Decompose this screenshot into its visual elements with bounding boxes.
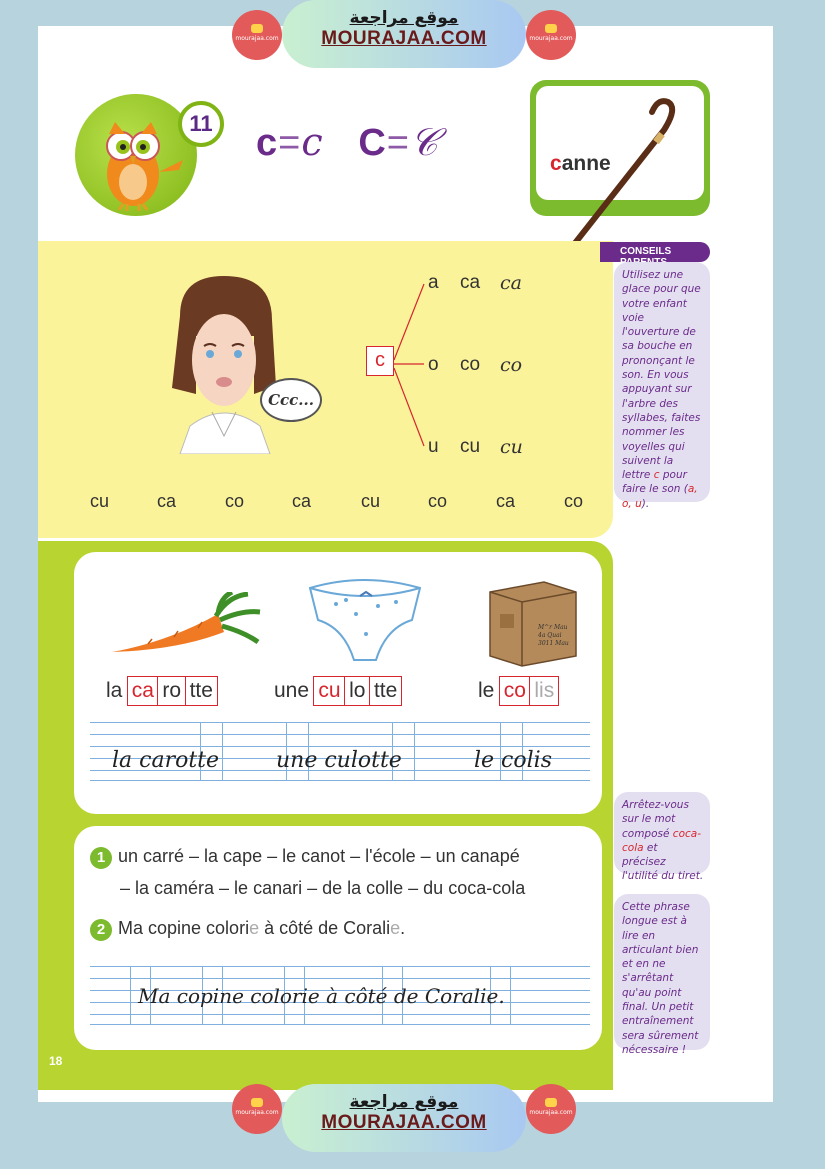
syllable-print-cu: cu [460, 436, 481, 457]
reading-syllable: cu [361, 491, 381, 511]
girl-illustration-icon [160, 276, 290, 454]
cursive-culotte: une culotte [276, 748, 402, 773]
logo-top-right: mourajaa.com [526, 10, 576, 60]
banner-top[interactable] [282, 0, 526, 68]
vowel-o: o [428, 354, 439, 375]
speech-bubble: Ccc... [260, 378, 322, 422]
syllable-section [38, 241, 613, 538]
parent-note-2: Arrêtez-vous sur le mot composé coca-cola et précisez l'utilité du tiret. [614, 792, 710, 874]
syllable-cursive-cu: cu [500, 436, 523, 458]
syllable-print-ca: ca [460, 272, 481, 293]
word-carotte: la ca ro tte [106, 676, 218, 706]
colis-address: M^r Mau 4a Quai 3011 Mau [538, 624, 569, 647]
reading-syllable: cu [90, 491, 110, 511]
exercise-1-line-1: 1 un carré – la cape – le canot – l'école – un canapé [90, 846, 520, 869]
logo-bottom-right: mourajaa.com [526, 1084, 576, 1134]
page-number: 18 [49, 1054, 63, 1068]
exercise-1-line-2: – la caméra – le canari – de la colle – du coca-cola [120, 878, 526, 898]
banner-bottom[interactable] [282, 1084, 526, 1152]
parent-note-1: Utilisez une glace pour que votre enfant voie l'ouverture de sa bouche en prononçant le son. En vous appuyant sur l'arbre des syllabes, faites nommer les voyelles qui suivent la lettre c pour faire le son (a, o, u). [614, 262, 710, 502]
word-culotte: une cu lo tte [274, 676, 402, 706]
consonant-box: c [366, 346, 394, 376]
logo-top-left: mourajaa.com [232, 10, 282, 60]
culotte-icon [306, 574, 424, 666]
banner-site[interactable]: MOURAJAA.COM [321, 28, 487, 49]
cursive-sentence: Ma copine colorie à côté de Coralie. [138, 984, 505, 1008]
exercise-2-sentence: 2 Ma copine colorie à côté de Coralie. [90, 918, 405, 941]
reading-syllable: ca [496, 491, 516, 511]
reading-syllable: ca [292, 491, 312, 511]
banner-arabic: موقع مراجعة [349, 1092, 459, 1112]
cane-icon [560, 96, 690, 258]
reading-syllable: co [428, 491, 448, 511]
cursive-colis: le colis [474, 748, 552, 773]
owl-mascot-badge [75, 94, 197, 216]
carrot-icon [108, 592, 264, 660]
word-colis: le co lis [478, 676, 559, 706]
banner-arabic: موقع مراجعة [349, 8, 459, 28]
cursive-carotte: la carotte [112, 748, 220, 773]
colis-icon [486, 578, 578, 668]
lesson-number-badge: 11 [178, 101, 224, 147]
logo-bottom-left: mourajaa.com [232, 1084, 282, 1134]
vowel-a: a [428, 272, 439, 293]
syllable-cursive-co: co [500, 354, 523, 376]
syllable-print-co: co [460, 354, 481, 375]
syllable-tree-branches [390, 276, 430, 458]
owl-icon [75, 94, 197, 216]
reading-syllable: ca [157, 491, 177, 511]
parent-note-3: Cette phrase longue est à lire en articulant bien et en ne s'arrêtant qu'au point final. Un petit entraînement sera sûrement nécessaire ! [614, 894, 710, 1050]
keyword-canne: canne [550, 152, 611, 175]
syllable-cursive-ca: ca [500, 272, 522, 294]
banner-site[interactable]: MOURAJAA.COM [321, 1112, 487, 1133]
conseils-parents-tag: CONSEILS [600, 242, 710, 262]
vowel-u: u [428, 436, 439, 457]
letter-formula: c=c C=𝒞 [256, 120, 439, 164]
reading-syllable: co [225, 491, 245, 511]
reading-syllable: co [564, 491, 584, 511]
